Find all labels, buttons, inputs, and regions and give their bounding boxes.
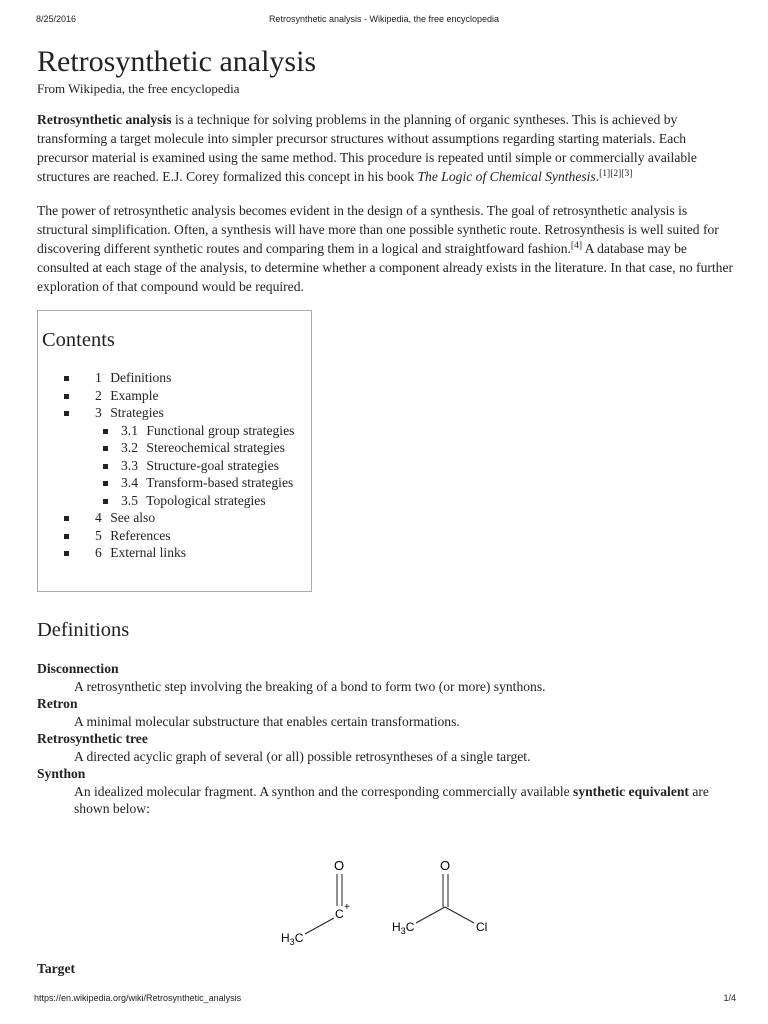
synthon-structure-figure xyxy=(270,855,510,955)
toc-list xyxy=(42,369,311,562)
print-header xyxy=(0,14,768,28)
toc-item[interactable] xyxy=(42,527,311,545)
definition-term: Synthon xyxy=(37,766,86,781)
citation-link[interactable]: [1][2][3] xyxy=(599,169,633,179)
definition-term: Disconnection xyxy=(37,661,119,676)
print-title: Retrosynthetic analysis - Wikipedia, the free encyclopedia xyxy=(268,14,500,24)
tagline: From Wikipedia, the free encyclopedia xyxy=(37,81,240,96)
definition-term: Retron xyxy=(37,696,78,711)
toc-item[interactable] xyxy=(42,387,311,405)
positive-charge-label: + xyxy=(344,902,350,913)
toc-label: External links xyxy=(110,545,187,560)
toc-label: Structure-goal strategies xyxy=(146,457,279,473)
toc-label: Example xyxy=(110,387,159,403)
toc-number: 3.1 xyxy=(121,422,138,438)
toc-number: 1 xyxy=(95,370,102,385)
definition-term-target: Target xyxy=(37,961,76,976)
synthetic-equivalent-link[interactable]: synthetic equivalent xyxy=(573,783,689,799)
definition-text: A minimal molecular substructure that enables certain transformations. xyxy=(74,713,460,729)
carbon-atom-label: C xyxy=(335,907,344,921)
intro-paragraph xyxy=(37,110,737,186)
synthon-text: An idealized molecular fragment. A synthon and the corresponding commercially available xyxy=(74,783,574,799)
toc-label: See also xyxy=(110,510,156,525)
article xyxy=(37,44,737,818)
toc-number: 5 xyxy=(95,527,102,543)
second-text-end: A database may be consulted at each stage of the analysis, to determine whether a component already exists in the literature. In that case, no further exploration of that compound would be required. xyxy=(37,241,734,294)
toc-label: Definitions xyxy=(110,370,172,385)
single-bond-line xyxy=(445,907,474,923)
toc-item[interactable] xyxy=(42,544,311,562)
toc-label: Transform-based strategies xyxy=(146,475,294,490)
toc-item[interactable] xyxy=(42,404,311,422)
citation-link[interactable]: [4] xyxy=(570,241,582,251)
toc-number: 3.5 xyxy=(121,492,138,508)
definition-list xyxy=(37,660,737,818)
toc-subitem[interactable] xyxy=(42,457,311,475)
single-bond-line xyxy=(305,918,334,934)
synthon-text-end: are shown below: xyxy=(74,783,709,816)
oxygen-atom-label: O xyxy=(440,858,451,873)
toc-number: 2 xyxy=(95,387,102,403)
intro-text: is a technique for solving problems in the planning of organic syntheses. This is achieved by transforming a target molecule into simpler precursor structures without assumptions regarding starting materials. Each precursor material is examined using the same method. This procedure is repeated until simple or commercially available structures are reached. E.J. Corey formalized this concept in his book xyxy=(37,112,697,184)
toc-number: 3.3 xyxy=(121,457,138,473)
print-footer xyxy=(0,993,768,1007)
methyl-label: $H_3C$ xyxy=(281,931,304,947)
intro-end: . xyxy=(595,169,600,184)
toc-subitem[interactable] xyxy=(42,474,311,492)
methyl-label: $H_3C$ xyxy=(392,920,415,936)
page-number: 1/4 xyxy=(723,993,736,1003)
definition-text xyxy=(74,783,737,818)
toc-subitem[interactable] xyxy=(42,492,311,510)
toc-number: 4 xyxy=(95,510,102,525)
definition-term: Retrosynthetic tree xyxy=(37,731,148,746)
page-title: Retrosynthetic analysis xyxy=(37,45,317,78)
toc-label: References xyxy=(110,527,171,543)
toc-item[interactable] xyxy=(42,509,311,527)
second-text: The power of retrosynthetic analysis becomes evident in the design of a synthesis. The goal of retrosynthetic analysis is structural simplification. Often, a synthesis will have more than one possible synthetic route. Retrosynthesis is well suited for discovering different synthetic routes and comparing them in a logical and straightfoward fashion. xyxy=(37,203,719,256)
toc-number: 3.2 xyxy=(121,440,138,455)
toc-number: 6 xyxy=(95,545,102,560)
oxygen-atom-label: O xyxy=(334,858,345,873)
single-bond-line xyxy=(416,907,445,923)
toc-label: Functional group strategies xyxy=(146,422,295,438)
book-title-link[interactable]: The Logic of Chemical Synthesis xyxy=(417,169,596,184)
toc-number: 3.4 xyxy=(121,475,138,490)
print-date: 8/25/2016 xyxy=(36,14,77,24)
toc-label: Strategies xyxy=(110,405,164,420)
toc-number: 3 xyxy=(95,405,102,420)
chlorine-atom-label: Cl xyxy=(476,920,488,934)
toc-subitem[interactable] xyxy=(42,439,311,457)
page-url: https://en.wikipedia.org/wiki/Retrosynthetic_analysis xyxy=(34,993,242,1003)
definition-text: A directed acyclic graph of several (or all) possible retrosyntheses of a single target. xyxy=(74,748,531,764)
table-of-contents xyxy=(37,310,312,592)
toc-subitem[interactable] xyxy=(42,422,311,440)
section-heading-definitions: Definitions xyxy=(37,619,130,641)
toc-label: Stereochemical strategies xyxy=(146,440,285,455)
second-paragraph xyxy=(37,201,737,296)
intro-bold-term: Retrosynthetic analysis xyxy=(37,112,172,127)
toc-item[interactable] xyxy=(42,369,311,387)
toc-label: Topological strategies xyxy=(146,492,266,508)
definition-text: A retrosynthetic step involving the breaking of a bond to form two (or more) synthons. xyxy=(74,678,546,694)
toc-title: Contents xyxy=(42,329,115,351)
